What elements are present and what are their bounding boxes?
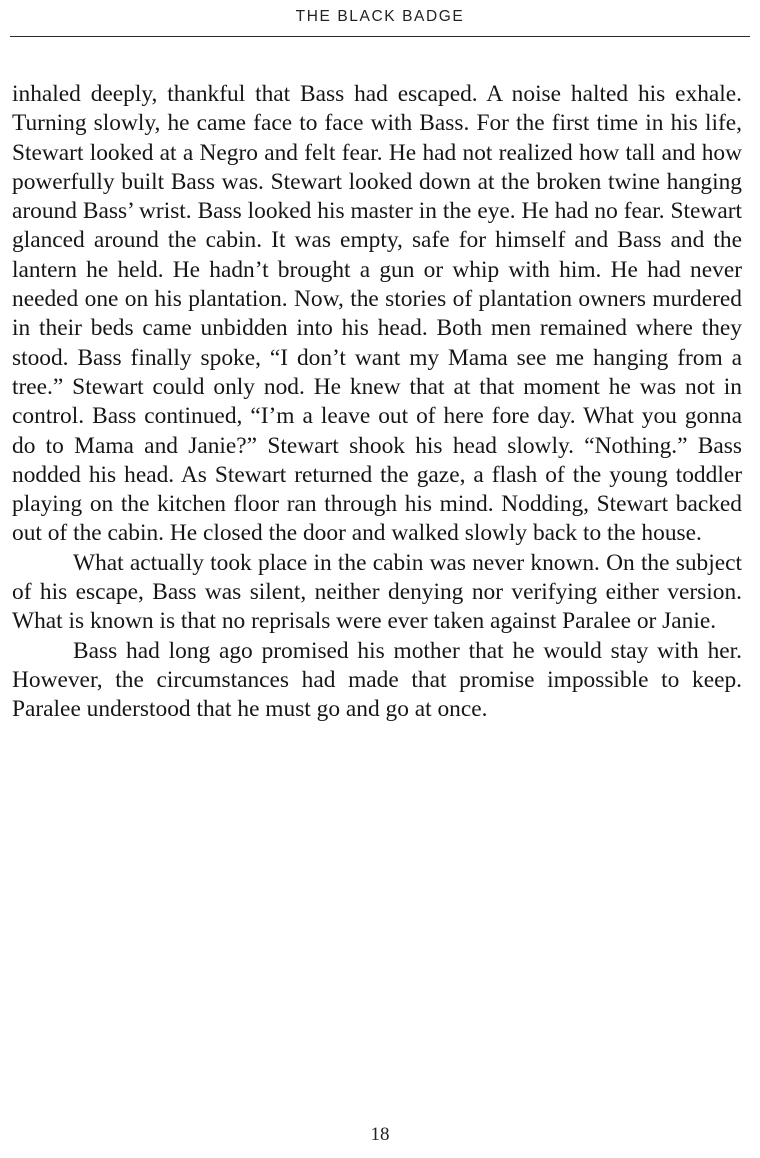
paragraph-promise: Bass had long ago promised his mother that he would stay with her. However, the circumstances had made that promise impossible to keep. Paralee understood that he must go and go at once. [12,637,742,723]
header-rule [10,36,750,37]
paragraph-continuation: inhaled deeply, thankful that Bass had escaped. A noise halted his exhale. Turning slowly, he came face to face with Bass. For the first time in his life, Stewart looked at a Negro and felt fear. He had not realized how tall and how powerfully built Bass was. Stewart looked down at the broken twine hanging around Bass’ wrist. Bass looked his master in the eye. He had no fear. Stewart glanced around the cabin. It was empty, safe for himself and Bass and the lantern he held. He hadn’t brought a gun or whip with him. He had never needed one on his plantation. Now, the stories of plantation owners murdered in their beds came unbidden into his head. Both men remained where they stood. Bass finally spoke, “I don’t want my Mama see me hanging from a tree.” Stewart could only nod. He knew that at that moment he was not in control. Bass continued, “I’m a leave out of here fore day. What you gonna do to Mama and Janie?” Stewart shook his head slowly. “Nothing.” Bass nodded his head. As Stewart returned the gaze, a flash of the young toddler playing on the kitchen floor ran through his mind. Nodding, Stewart backed out of the cabin. He closed the door and walked slowly back to the house. [12,81,742,547]
paragraph-cabin-unknown: What actually took place in the cabin was never known. On the subject of his escape, Bass was silent, neither denying nor verifying either version. What is known is that no reprisals were ever taken against Paralee or Janie. [12,549,742,635]
running-header: THE BLACK BADGE [295,8,465,25]
body-text [12,80,742,725]
page-number: 18 [370,1124,390,1145]
